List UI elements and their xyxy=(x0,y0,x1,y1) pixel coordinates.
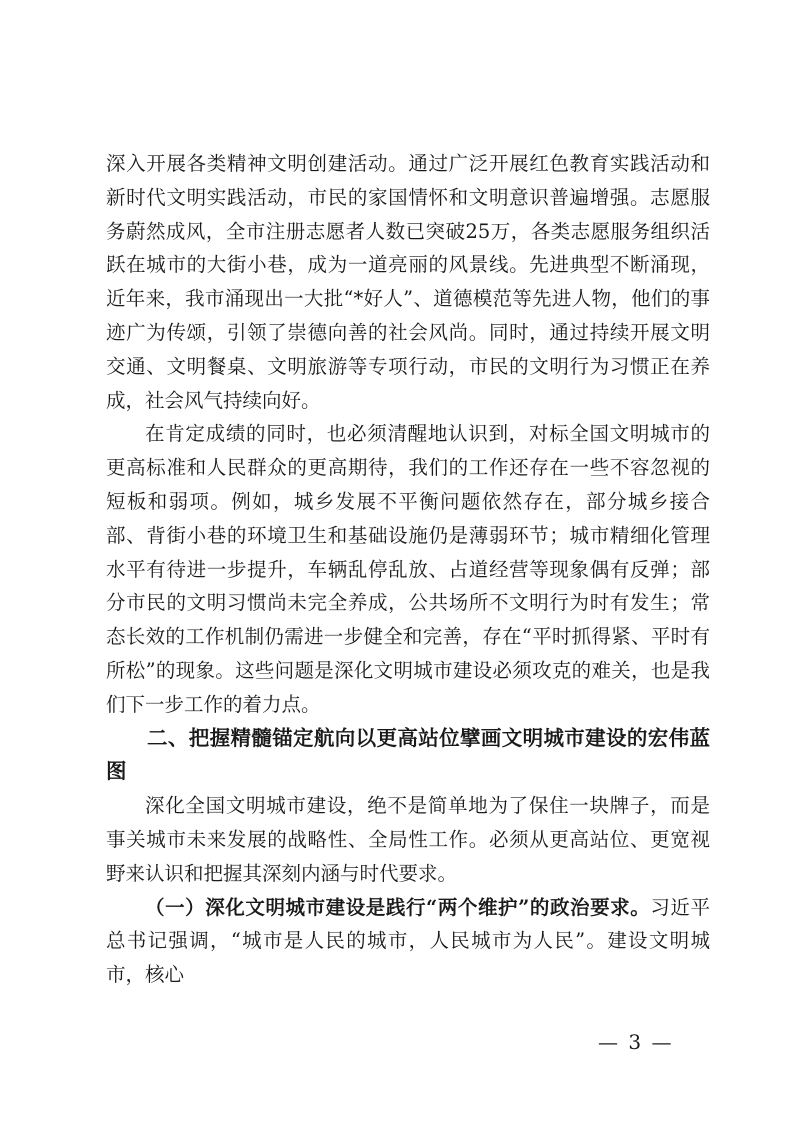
paragraph-shortcomings: 在肯定成绩的同时，也必须清醒地认识到，对标全国文明城市的更高标准和人民群众的更高期待，我们的工作还存在一些不容忽视的短板和弱项。例如，城乡发展不平衡问题依然存在，部分城乡接合部、背街小巷的环境卫生和基础设施仍是薄弱环节；城市精细化管理水平有待进一步提升，车辆乱停乱放、占道经营等现象偶有反弹；部分市民的文明习惯尚未完全养成，公共场所不文明行为时有发生；常态长效的工作机制仍需进一步健全和完善，存在“平时抓得紧、平时有所松”的现象。这些问题是深化文明城市建设必须攻克的难关，也是我们下一步工作的着力点。 xyxy=(106,422,710,716)
page-number: — 3 — xyxy=(598,1030,674,1054)
subsection-text: 习近平总书记强调，“城市是人民的城市，人民城市为人民”。建设文明城市，核心 xyxy=(106,895,710,987)
paragraph-subsection xyxy=(106,891,710,992)
paragraph-continued: 深入开展各类精神文明创建活动。通过广泛开展红色教育实践活动和新时代文明实践活动，市民的家国情怀和文明意识普遍增强。志愿服务蔚然成风，全市注册志愿者人数已突破25万，各类志愿服务组织活跃在城市的大街小巷，成为一道亮丽的风景线。先进典型不断涌现，近年来，我市涌现出一大批“*好人”、道德模范等先进人物，他们的事迹广为传颂，引领了崇德向善的社会风尚。同时，通过持续开展文明交通、文明餐桌、文明旅游等专项行动，市民的文明行为习惯正在养成，社会风气持续向好。 xyxy=(106,152,710,412)
section-heading: 二、把握精髓锚定航向以更高站位擘画文明城市建设的宏伟蓝图 xyxy=(106,725,710,784)
document-body xyxy=(106,147,710,992)
subsection-lead: （一）深化文明城市建设是践行“两个维护”的政治要求。 xyxy=(145,895,651,919)
paragraph-section-intro: 深化全国文明城市建设，绝不是简单地为了保住一块牌子，而是事关城市未来发展的战略性、全局性工作。必须从更高站位、更宽视野来认识和把握其深刻内涵与时代要求。 xyxy=(106,794,710,885)
